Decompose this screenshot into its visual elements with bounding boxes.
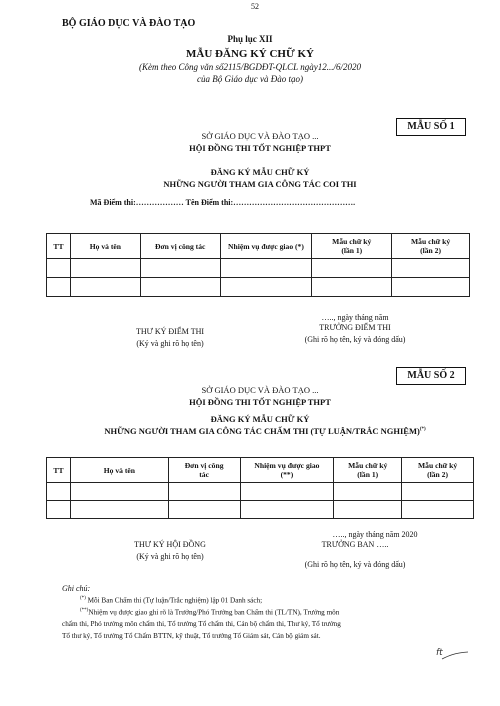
form1-col-tt: TT [47,234,71,259]
form2-title-2 [70,426,460,436]
ministry-name: BỘ GIÁO DỤC VÀ ĐÀO TẠO [62,18,196,29]
form2-left-role: THƯ KÝ HỘI ĐỒNG [134,540,206,549]
table-row [47,483,474,501]
form1-table-header [47,234,470,259]
form2-col-tt: TT [47,458,71,483]
form1-department: SỞ GIÁO DỤC VÀ ĐÀO TẠO ... [201,131,319,141]
notes-heading: Ghi chú: [62,584,91,593]
note-2-line-3: Tổ thư ký, Tổ trưởng Tổ Chấm BTTN, kỹ thuật, Tổ trưởng Tổ Giám sát, Cán bộ giám sát. [62,632,321,640]
document-reference: (Kèm theo Công văn số2115/BGDĐT-QLCL ngày12.../6/2020 [139,62,361,72]
form2-date-line: ….., ngày tháng năm 2020 [332,530,418,539]
form1-col-name: Họ và tên [70,234,140,259]
form2-title-1: ĐĂNG KÝ MẪU CHỮ KÝ [210,414,310,424]
note-2-line-1 [80,608,339,616]
form2-right-role: TRƯỞNG BAN ….. [321,540,389,549]
form1-date-line: ….., ngày tháng năm [321,313,389,322]
table-row [47,278,470,297]
initials-stroke-icon [440,650,470,662]
form2-title-2-text: NHỮNG NGƯỜI THAM GIA CÔNG TÁC CHẤM THI (TỰ LUẬN/TRẮC NGHIỆM) [104,426,420,436]
document-issuer: của Bộ Giáo dục và Đào tạo) [197,74,303,84]
form2-col-task: Nhiệm vụ được giao (**) [240,458,334,483]
form1-right-note: (Ghi rõ họ tên, ký và đóng dấu) [304,335,406,344]
appendix-label: Phụ lục XII [227,34,273,44]
form1-left-role: THƯ KÝ ĐIỂM THI [135,327,205,336]
form2-right-note: (Ghi rõ họ tên, ký và đóng dấu) [304,560,406,569]
form1-label-box: MẪU SỐ 1 [396,118,466,136]
form2-label-box: MẪU SỐ 2 [396,367,466,385]
form1-col-sig1: Mẫu chữ ký (lần 1) [312,234,392,259]
form1-title-2: NHỮNG NGƯỜI THAM GIA CÔNG TÁC COI THI [163,179,357,189]
form2-col-sig1: Mẫu chữ ký (lần 1) [334,458,402,483]
handwritten-initials: ft [436,648,443,658]
form2-left-note: (Ký và ghi rõ họ tên) [136,552,204,561]
form1-col-unit: Đơn vị công tác [140,234,220,259]
form1-council: HỘI ĐỒNG THI TỐT NGHIỆP THPT [189,143,331,153]
form1-right-role: TRƯỞNG ĐIỂM THI [319,323,391,332]
form1-title-1: ĐĂNG KÝ MẪU CHỮ KÝ [210,167,310,177]
note-2-line-2: chấm thi, Phó trưởng môn chấm thi, Tổ trưởng Tổ chấm thi, Cán bộ chấm thi, Thư ký, Tổ trưởng [62,620,341,628]
form1-signature-table [46,233,470,297]
note-1-mark: (*) [80,596,86,601]
form1-left-note: (Ký và ghi rõ họ tên) [136,339,204,348]
form2-signature-table [46,457,474,519]
form2-table-header [47,458,474,483]
table-row [47,501,474,519]
form1-col-task: Nhiệm vụ được giao (*) [220,234,312,259]
form2-col-name: Họ và tên [70,458,168,483]
note-2-mark: (**) [80,608,89,613]
table-row [47,259,470,278]
form2-col-sig2: Mẫu chữ ký (lần 2) [402,458,474,483]
form2-col-unit: Đơn vị công tác [168,458,240,483]
form2-title-2-mark: (*) [419,427,426,433]
form1-col-sig2: Mẫu chữ ký (lần 2) [392,234,470,259]
page-number: 52 [251,2,259,11]
form1-exam-site-line: Mã Điểm thi:……………… Tên Điểm thi:………………………………………. [90,198,356,207]
document-title: MẪU ĐĂNG KÝ CHỮ KÝ [186,48,314,60]
note-1 [80,596,262,604]
note-2-text-1: Nhiệm vụ được giao ghi rõ là Trưởng/Phó Trưởng ban Chấm thi (TL/TN), Trưởng môn [88,608,340,617]
note-1-text: Mỗi Ban Chấm thi (Tự luận/Trắc nghiệm) lập 01 Danh sách; [85,596,263,605]
form2-council: HỘI ĐỒNG THI TỐT NGHIỆP THPT [189,397,331,407]
form2-department: SỞ GIÁO DỤC VÀ ĐÀO TẠO ... [201,385,319,395]
